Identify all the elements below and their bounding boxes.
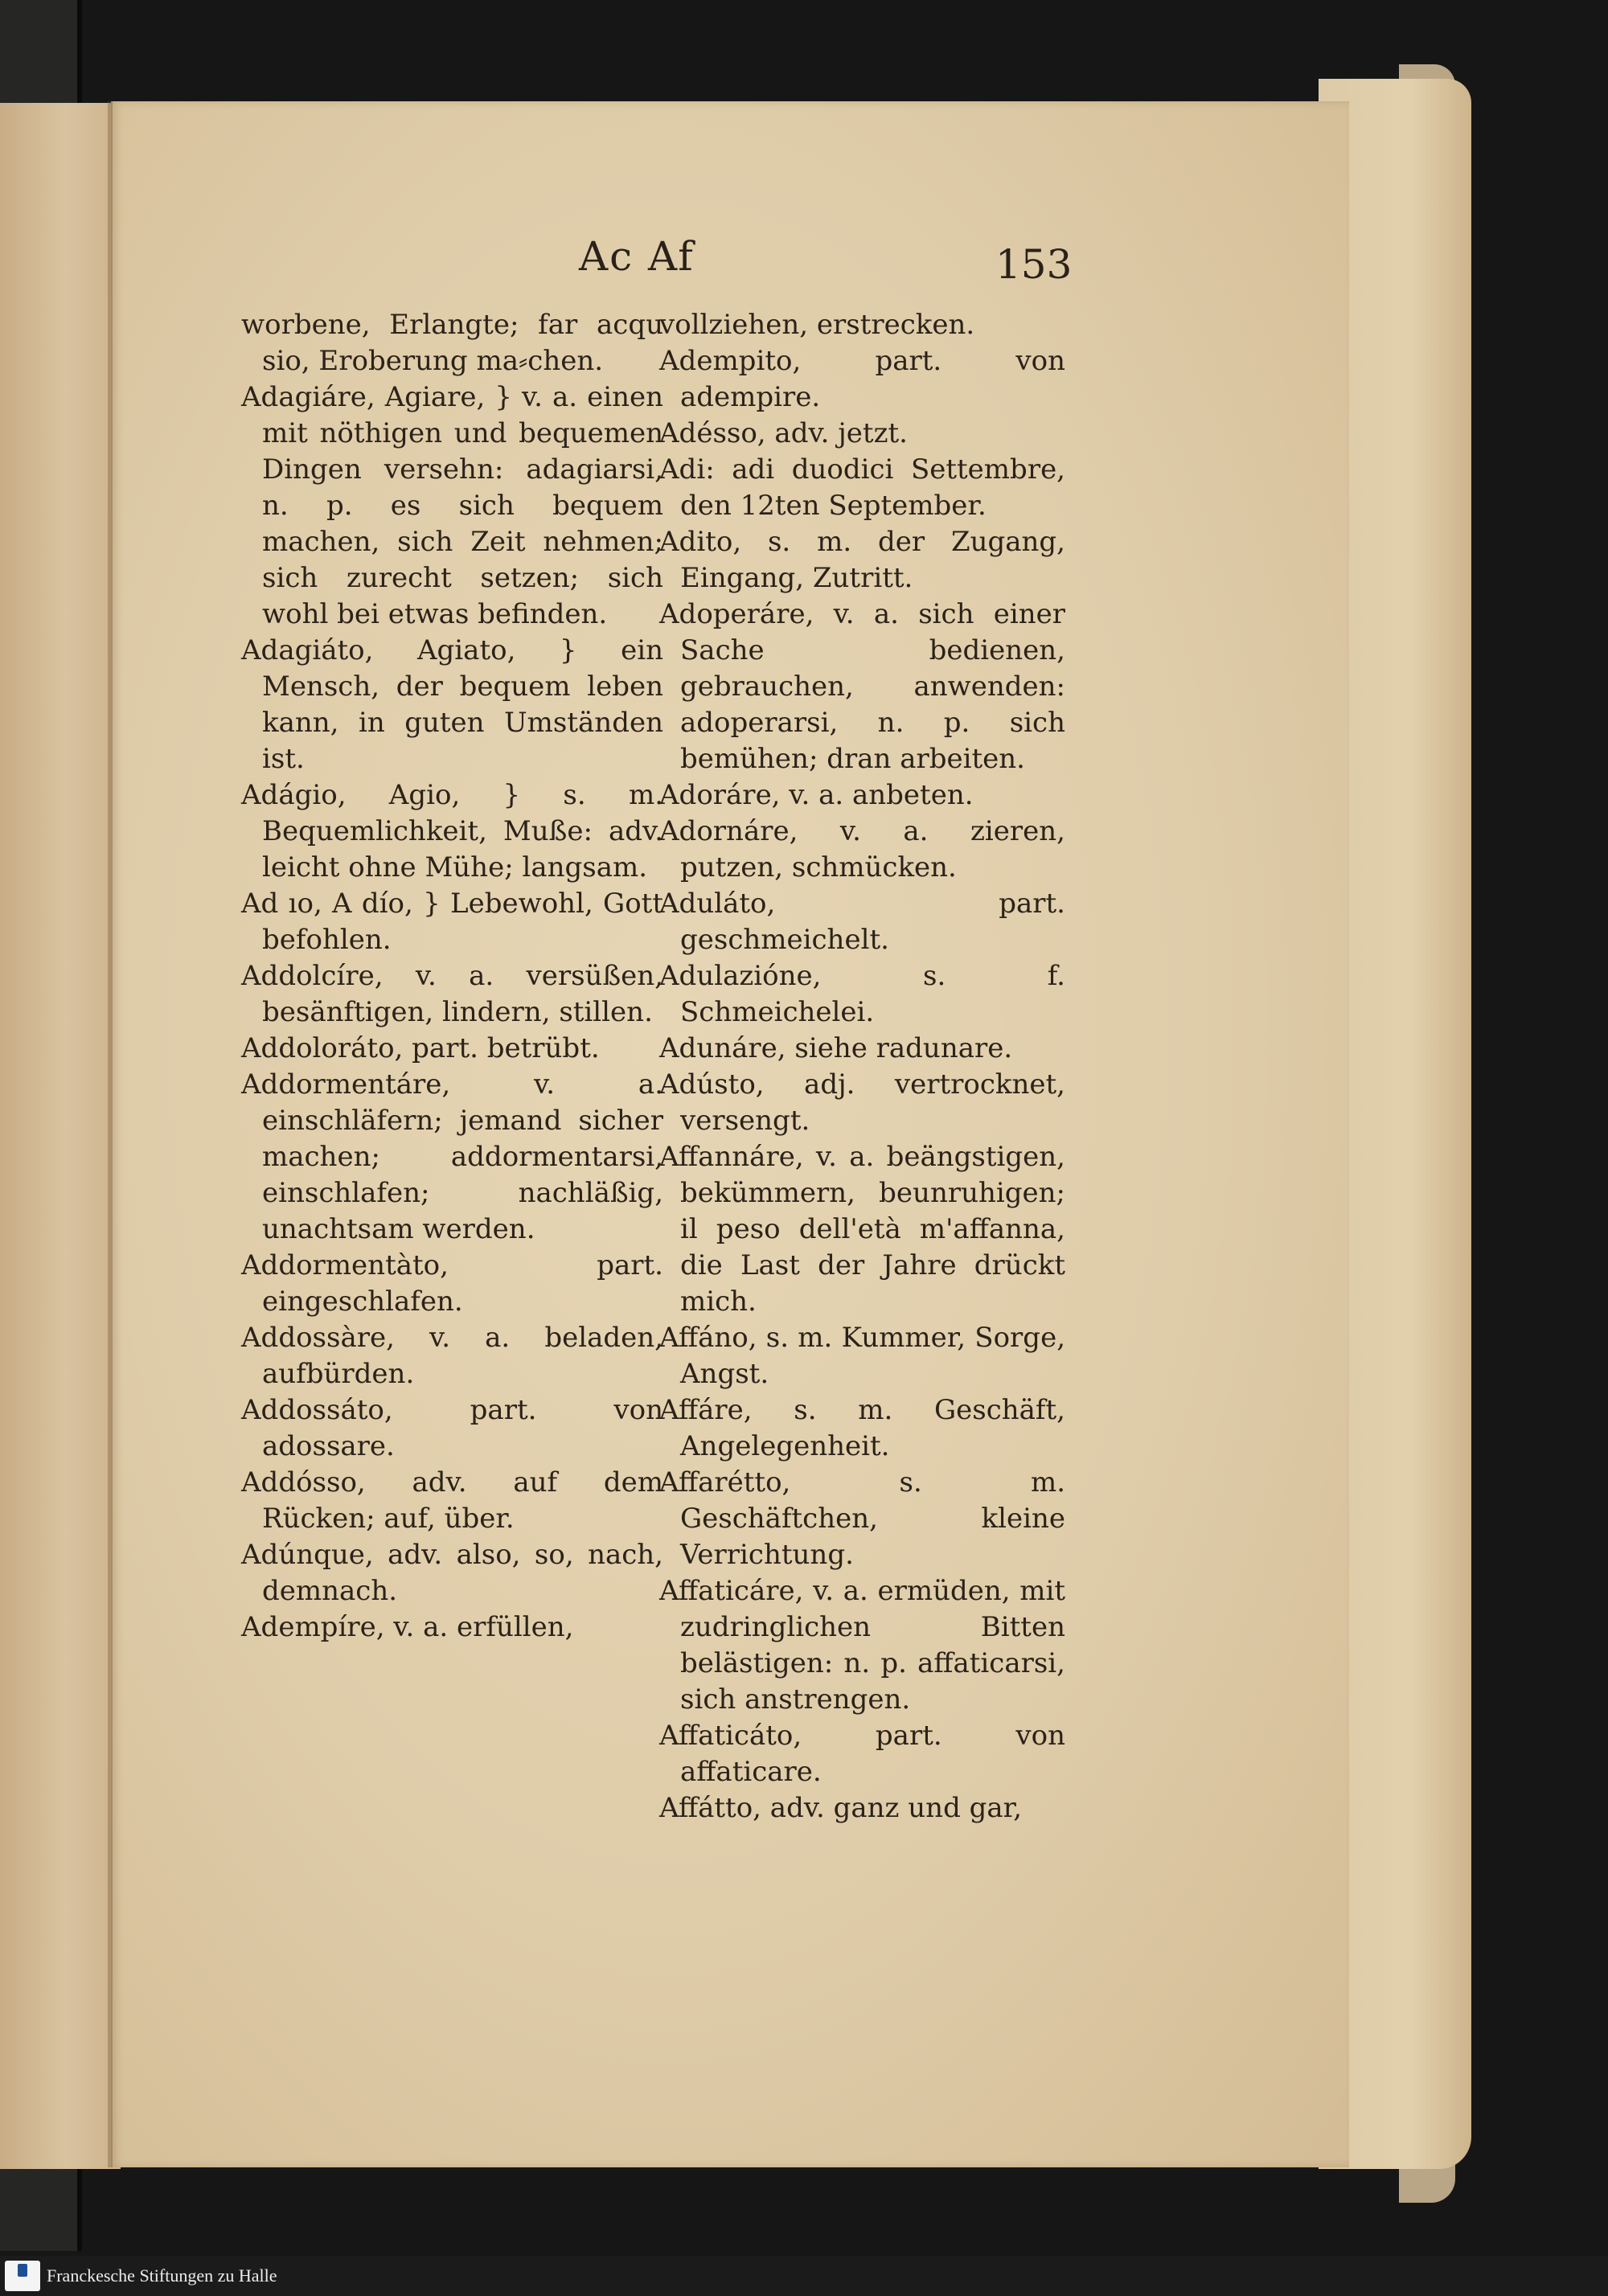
dictionary-entry: Adempito, part. von adempire. [659, 345, 1065, 413]
dictionary-entry: Adúnque, adv. also, so, nach, demnach. [241, 1539, 663, 1607]
dictionary-entry: Adempíre, v. a. erfüllen, [241, 1611, 574, 1643]
dictionary-entry: Adésso, adv. jetzt. [659, 417, 908, 449]
dictionary-entry: Adulazióne, s. f. Schmeichelei. [659, 960, 1065, 1028]
dictionary-entry: Adagiáto, Agiato, } ein Mensch, der bequem leben kann, in guten Umständen ist. [241, 634, 663, 775]
dictionary-entry: Addormentàto, part. eingeschlafen. [241, 1249, 663, 1318]
dictionary-entry: vollziehen, erstrecken. [659, 309, 975, 341]
dictionary-column-right [659, 307, 1065, 1827]
dictionary-entry: Addoloráto, part. betrübt. [241, 1032, 600, 1064]
page-number: 153 [995, 241, 1073, 288]
dictionary-entry: worbene, Erlangte; far acqu sio, Eroberung ma⸗chen. [241, 309, 663, 377]
dictionary-entry: Affaticáto, part. von affaticare. [659, 1720, 1065, 1788]
dictionary-entry: Affátto, adv. ganz und gar, [659, 1792, 1022, 1824]
dictionary-entry: Affáre, s. m. Geschäft, Angelegenheit. [659, 1394, 1065, 1462]
dictionary-entry: Affannáre, v. a. beängstigen, bekümmern, beunruhigen; il peso dell'età m'affanna, die Last der Jahre drückt mich. [659, 1141, 1065, 1318]
dictionary-entry: Addossáto, part. von adossare. [241, 1394, 663, 1462]
dictionary-entry: Addolcíre, v. a. versüßen, besänftigen, lindern, stillen. [241, 960, 663, 1028]
dictionary-entry: Ad ıo, A dío, } Lebewohl, Gott befohlen. [241, 888, 663, 956]
dictionary-entry: Addósso, adv. auf dem Rücken; auf, über. [241, 1466, 663, 1535]
dictionary-entry: Affaticáre, v. a. ermüden, mit zudringlichen Bitten belästigen: n. p. affaticarsi, sich anstrengen. [659, 1575, 1065, 1716]
dictionary-entry: Adi: adi duodici Settembre, den 12ten September. [659, 453, 1065, 522]
dictionary-entry: Affarétto, s. m. Geschäftchen, kleine Verrichtung. [659, 1466, 1065, 1571]
dictionary-entry: Adito, s. m. der Zugang, Eingang, Zutritt. [659, 526, 1065, 594]
dictionary-column-left [241, 307, 663, 1646]
page-gutter-fold [108, 101, 113, 2167]
dictionary-entry: Addormentáre, v. a. einschläfern; jemand sicher machen; addormentarsi, einschlafen; nachläßig, unachtsam werden. [241, 1068, 663, 1245]
dictionary-entry: Adústo, adj. vertrocknet, versengt. [659, 1068, 1065, 1137]
dictionary-entry: Aduláto, part. geschmeichelt. [659, 888, 1065, 956]
dictionary-entry: Adoráre, v. a. anbeten. [659, 779, 974, 811]
institution-logo-mark-icon [18, 2264, 27, 2277]
left-page-edge [0, 103, 121, 2169]
running-header: Ac Af [579, 233, 695, 280]
footer-institution-name: Franckesche Stiftungen zu Halle [47, 2265, 277, 2286]
dictionary-entry: Adunáre, siehe radunare. [659, 1032, 1013, 1064]
dictionary-entry: Adágio, Agio, } s. m. Bequemlichkeit, Muße: adv. leicht ohne Mühe; langsam. [241, 779, 663, 884]
dictionary-entry: Adagiáre, Agiare, } v. a. einen mit nöthigen und bequemen Dingen versehn: adagiarsi, n. p. es sich bequem machen, sich Zeit nehmen; sich zurecht setzen; sich wohl bei etwas befinden. [241, 381, 663, 630]
dictionary-entry: Affáno, s. m. Kummer, Sorge, Angst. [659, 1322, 1065, 1390]
dictionary-entry: Adoperáre, v. a. sich einer Sache bedienen, gebrauchen, anwenden: adoperarsi, n. p. sich bemühen; dran arbeiten. [659, 598, 1065, 775]
dictionary-entry: Addossàre, v. a. beladen, aufbürden. [241, 1322, 663, 1390]
dictionary-entry: Adornáre, v. a. zieren, putzen, schmücken. [659, 815, 1065, 884]
